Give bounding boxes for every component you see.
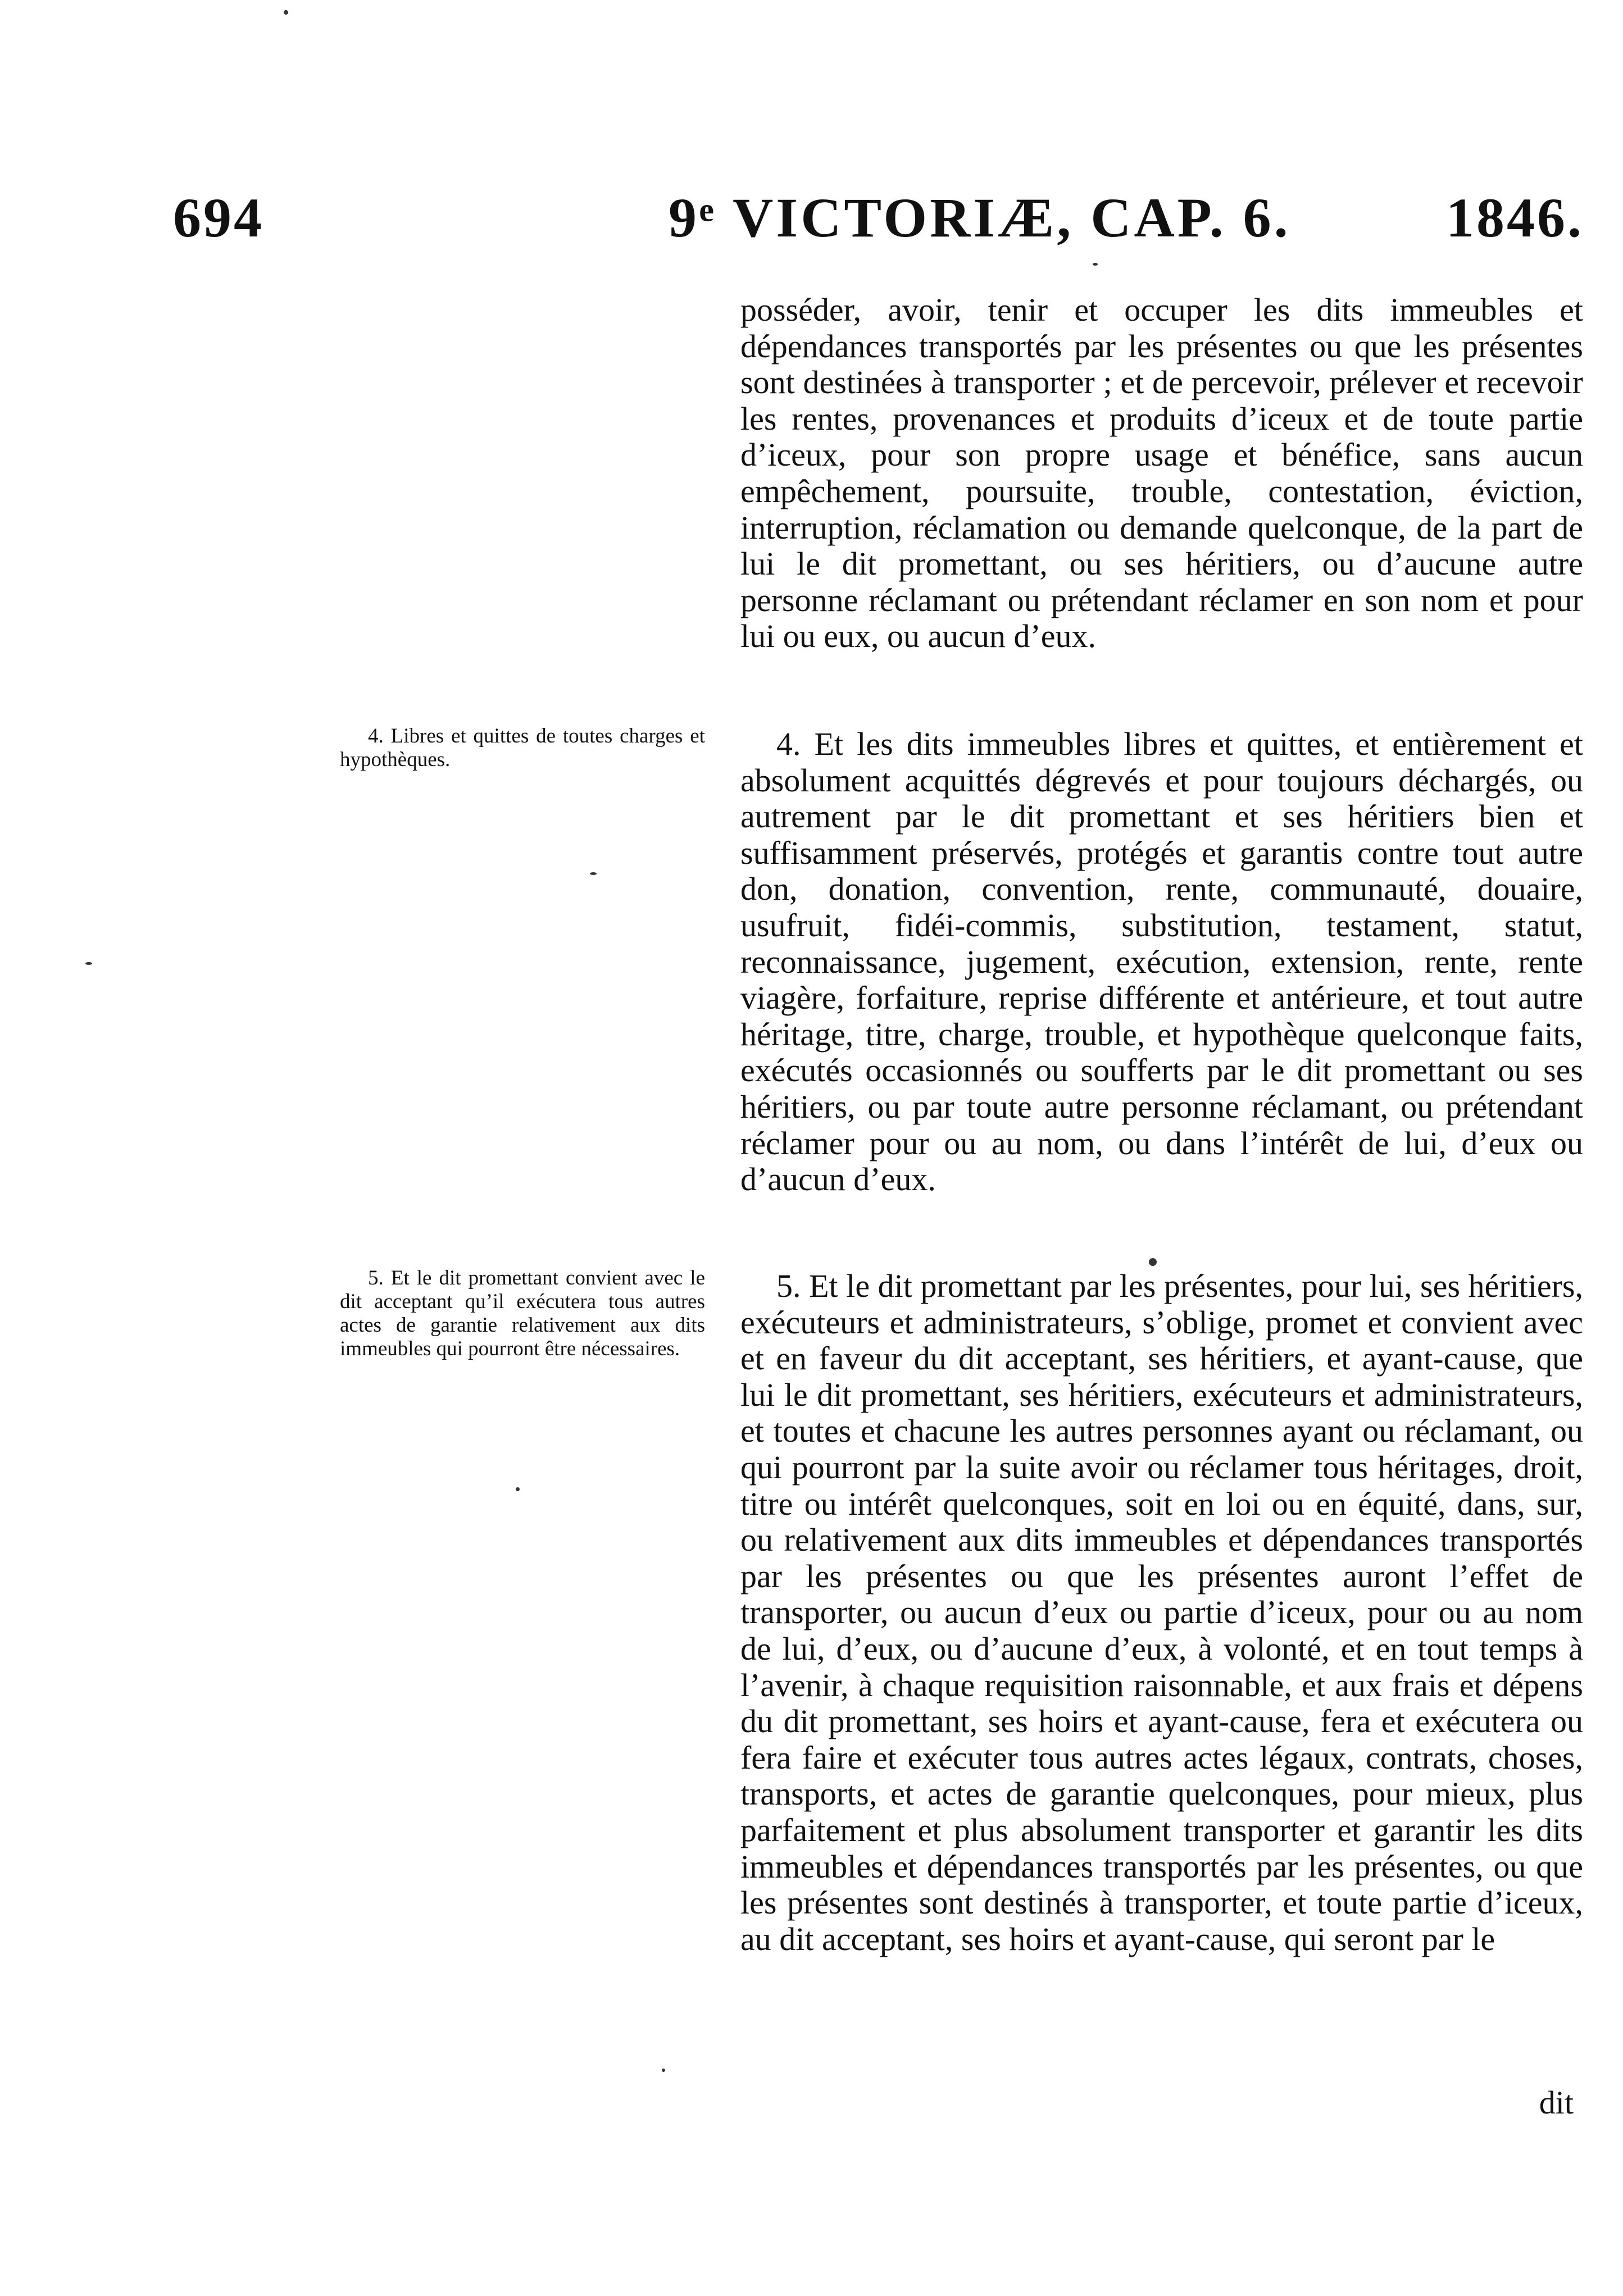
paragraph-5: 5. Et le dit promettant par les présentes, pour lui, ses héritiers, exécuteurs et administrateurs, s’oblige, promet et convient avec et en faveur du dit acceptant, ses héritiers, et ayant-cause, que lui le dit promettant, ses héritiers, exécuteurs et administrateurs, et toutes et chacune les autres personnes ayant ou réclamant, ou qui pourront par la suite avoir ou réclamer tous héritages, droit, titre ou intérêt quelconques, soit en loi ou en équité, dans, sur, ou relativement aux dits immeubles et dépendances transportés par les présentes ou que les présentes auront l’effet de transporter, ou aucun d’eux ou partie d’iceux, pour ou au nom de lui, d’eux, ou d’aucune d’eux, à volonté, et en tout temps à l’avenir, à chaque requisition raisonnable, et aux frais et dépens du dit promettant, ses hoirs et ayant-cause, fera et exécutera ou fera faire et exécuter tous autres actes légaux, contrats, choses, transports, et actes de garantie quelconques, pour mieux, plus parfaitement et plus absolument transporter et garantir les dits immeubles et dépendances transportés par les présentes, ou que les présentes sont destinés à transporter, et toute partie d’iceux, au dit acceptant, ses hoirs et ayant-cause, qui seront par le	[740, 1268, 1583, 1957]
speck	[590, 872, 597, 875]
chapter-title: 9ᵉ VICTORIÆ, CAP. 6.	[669, 186, 1291, 249]
speck	[1149, 1258, 1157, 1266]
speck	[662, 2069, 665, 2072]
speck	[516, 1487, 520, 1491]
speck	[1093, 263, 1098, 266]
running-head	[0, 185, 1623, 253]
catchword: dit	[1539, 2084, 1574, 2121]
margin-note-4: 4. Libres et quittes de toutes charges et hypothèques.	[340, 725, 705, 771]
paragraph-4: 4. Et les dits immeubles libres et quittes, et entièrement et absolument acquittés dégrevés et pour toujours déchargés, ou autrement par le dit promettant et ses héritiers bien et suffisamment préservés, protégés et garantis contre tout autre don, donation, convention, rente, communauté, douaire, usufruit, fidéi-commis, substitution, testament, statut, reconnaissance, jugement, exécution, extension, rente, rente viagère, forfaiture, reprise différente et antérieure, et tout autre héritage, titre, charge, trouble, et hypothèque quelconque faits, exécutés occasionnés ou soufferts par le dit promettant ou ses héritiers, ou par toute autre personne réclamant, ou prétendant réclamer pour ou au nom, ou dans l’intérêt de lui, d’eux ou d’aucun d’eux.	[740, 726, 1583, 1198]
year: 1846.	[1446, 186, 1584, 249]
page-number: 694	[173, 186, 264, 249]
speck	[284, 10, 288, 15]
speck	[85, 962, 92, 965]
margin-note-5: 5. Et le dit promettant convient avec le dit acceptant qu’il exécutera tous autres actes de garantie relativement aux dits immeubles qui pourront être nécessaires.	[340, 1267, 705, 1360]
paragraph-3-continued: posséder, avoir, tenir et occuper les dits immeubles et dépendances transportés par les présentes ou que les présentes sont destinées à transporter ; et de percevoir, prélever et recevoir les rentes, provenances et produits d’iceux et de toute partie d’iceux, pour son propre usage et bénéfice, sans aucun empêchement, poursuite, trouble, contestation, éviction, interruption, réclamation ou demande quelconque, de la part de lui le dit promettant, ou ses héritiers, ou d’aucune autre personne réclamant ou prétendant réclamer en son nom et pour lui ou eux, ou aucun d’eux.	[740, 291, 1583, 655]
